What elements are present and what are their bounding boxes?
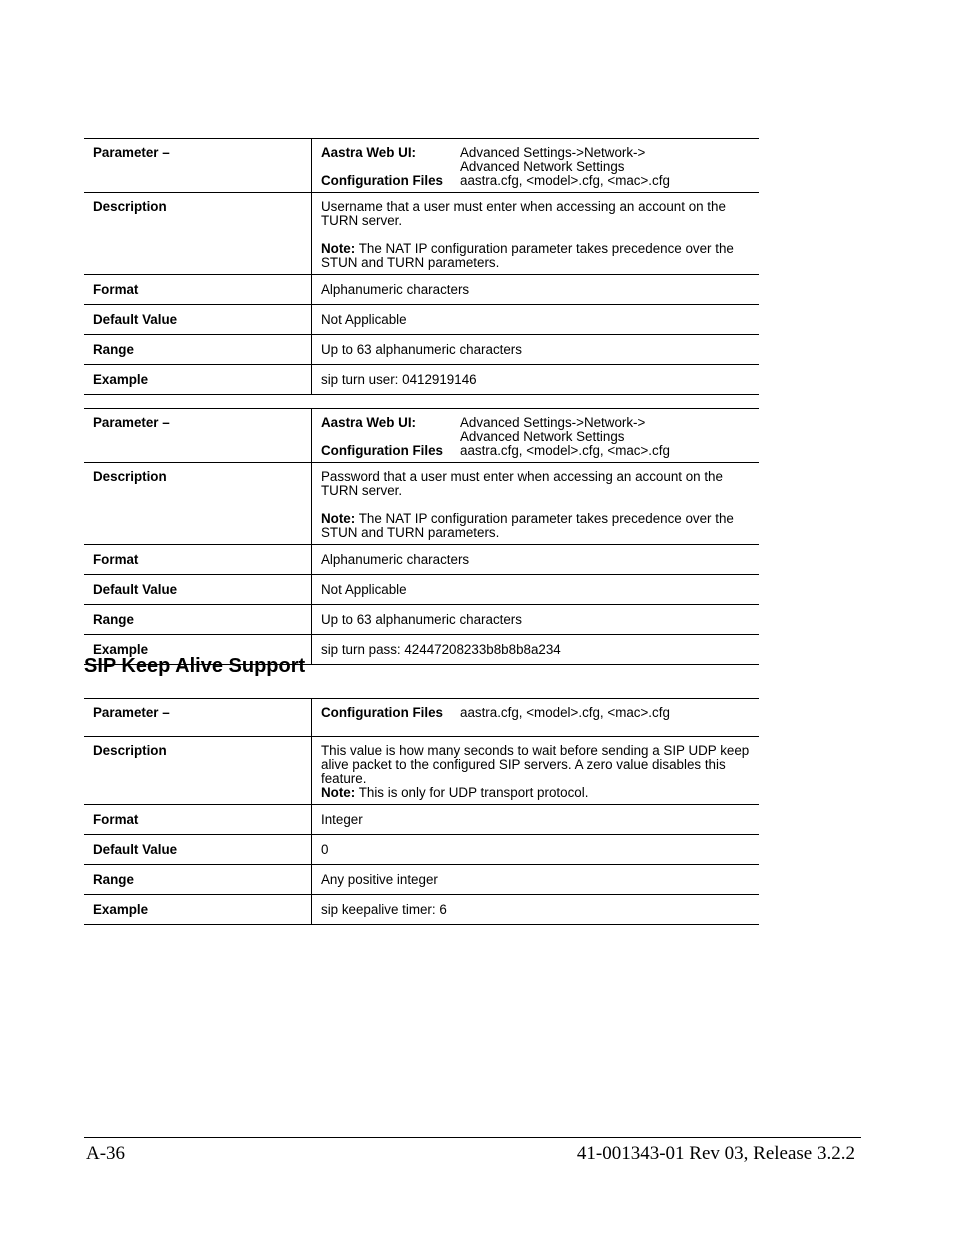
parameter-locations [312, 409, 760, 463]
description-cell [312, 193, 760, 275]
table-row [84, 275, 759, 305]
description-text: Username that a user must enter when accessing an account on the TURN server. [321, 199, 726, 228]
table-row [84, 737, 759, 805]
range-value: Any positive integer [312, 865, 760, 895]
parameter-table-keepalive [84, 698, 759, 925]
note-label: Note: [321, 241, 356, 256]
note-text [321, 242, 753, 270]
default-value: Not Applicable [312, 575, 760, 605]
example-label: Example [84, 365, 312, 395]
table-row [84, 365, 759, 395]
example-label: Example [84, 895, 312, 925]
table-row [84, 805, 759, 835]
parameter-table-turn-pass [84, 408, 759, 665]
range-value: Up to 63 alphanumeric characters [312, 335, 760, 365]
web-ui-path-line1: Advanced Settings->Network-> [460, 415, 646, 430]
table-row [84, 895, 759, 925]
table-row [84, 139, 759, 193]
footer-divider [84, 1137, 861, 1138]
format-value: Alphanumeric characters [312, 275, 760, 305]
example-value: sip turn pass: 42447208233b8b8b8a234 [312, 635, 760, 665]
web-ui-path-line2: Advanced Network Settings [460, 159, 625, 174]
table-row [84, 335, 759, 365]
parameter-label: Parameter – [84, 699, 312, 737]
parameter-locations [312, 699, 760, 737]
web-ui-path-line1: Advanced Settings->Network-> [460, 145, 646, 160]
format-value: Integer [312, 805, 760, 835]
table-row [84, 575, 759, 605]
range-value: Up to 63 alphanumeric characters [312, 605, 760, 635]
note-body: This is only for UDP transport protocol. [355, 785, 589, 800]
format-label: Format [84, 545, 312, 575]
footer-page-number: A-36 [86, 1143, 126, 1164]
note-body: The NAT IP configuration parameter takes precedence over the STUN and TURN parameters. [321, 511, 734, 540]
config-files-key: Configuration Files [321, 173, 443, 188]
note-body: The NAT IP configuration parameter takes precedence over the STUN and TURN parameters. [321, 241, 734, 270]
table-row [84, 409, 759, 463]
parameter-locations [312, 139, 760, 193]
range-label: Range [84, 605, 312, 635]
parameter-label: Parameter – [84, 409, 312, 463]
example-label: Example [84, 635, 312, 665]
table-row [84, 545, 759, 575]
description-cell [312, 737, 760, 805]
config-files-value: aastra.cfg, <model>.cfg, <mac>.cfg [460, 443, 670, 458]
range-label: Range [84, 865, 312, 895]
config-files-value: aastra.cfg, <model>.cfg, <mac>.cfg [460, 705, 670, 720]
config-files-key: Configuration Files [321, 705, 443, 720]
table-row [84, 193, 759, 275]
table-row [84, 305, 759, 335]
section-heading: SIP Keep Alive Support [84, 655, 306, 677]
table-row [84, 605, 759, 635]
description-text: This value is how many seconds to wait before sending a SIP UDP keep alive packet to the configured SIP servers. A zero value disables this feature. [321, 743, 750, 786]
footer-document-id: 41-001343-01 Rev 03, Release 3.2.2 [576, 1143, 855, 1164]
default-value: 0 [312, 835, 760, 865]
range-label: Range [84, 335, 312, 365]
parameter-table-turn-user [84, 138, 759, 395]
note-text [321, 512, 753, 540]
note-label: Note: [321, 785, 356, 800]
example-value: sip turn user: 0412919146 [312, 365, 760, 395]
default-value-label: Default Value [84, 575, 312, 605]
web-ui-path-line2: Advanced Network Settings [460, 429, 625, 444]
table-row [84, 463, 759, 545]
description-text: Password that a user must enter when accessing an account on the TURN server. [321, 469, 723, 498]
note-text [321, 786, 753, 800]
web-ui-key: Aastra Web UI: [321, 415, 416, 430]
description-label: Description [84, 737, 312, 805]
config-files-value: aastra.cfg, <model>.cfg, <mac>.cfg [460, 173, 670, 188]
default-value-label: Default Value [84, 835, 312, 865]
description-label: Description [84, 463, 312, 545]
web-ui-key: Aastra Web UI: [321, 145, 416, 160]
description-cell [312, 463, 760, 545]
default-value-label: Default Value [84, 305, 312, 335]
description-label: Description [84, 193, 312, 275]
example-value: sip keepalive timer: 6 [312, 895, 760, 925]
table-row [84, 865, 759, 895]
format-value: Alphanumeric characters [312, 545, 760, 575]
config-files-key: Configuration Files [321, 443, 443, 458]
parameter-label: Parameter – [84, 139, 312, 193]
table-row [84, 699, 759, 737]
format-label: Format [84, 805, 312, 835]
table-row [84, 835, 759, 865]
note-label: Note: [321, 511, 356, 526]
default-value: Not Applicable [312, 305, 760, 335]
format-label: Format [84, 275, 312, 305]
